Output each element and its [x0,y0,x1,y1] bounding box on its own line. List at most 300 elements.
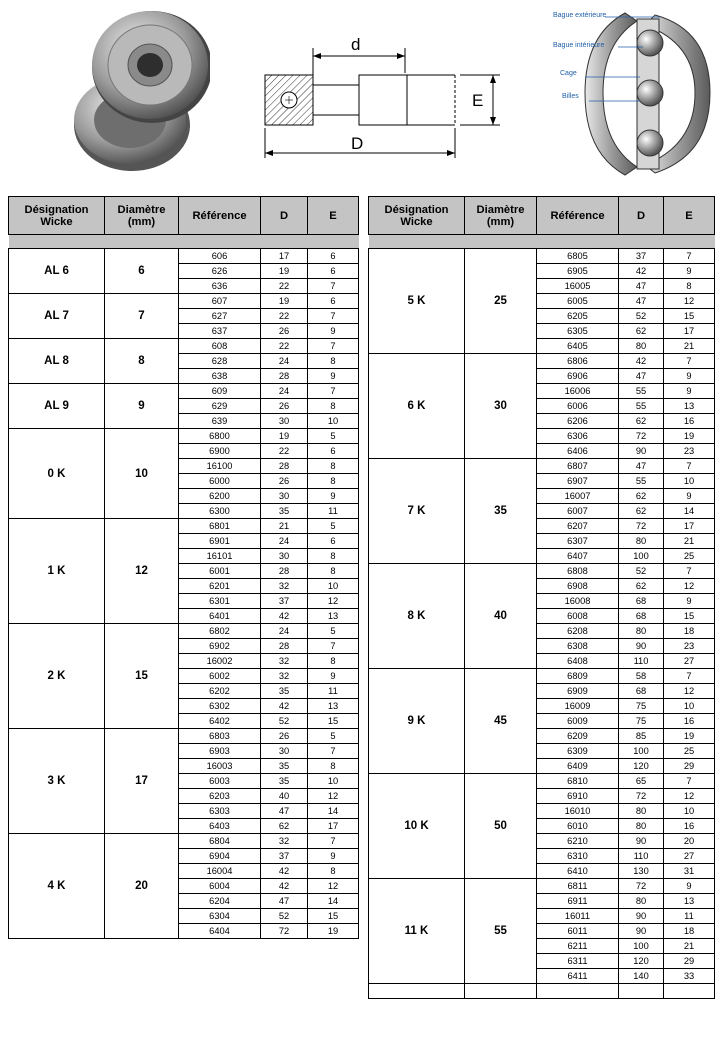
E-cell: 17 [664,519,715,534]
D-cell: 17 [261,249,308,264]
E-cell: 8 [308,864,359,879]
D-cell: 90 [619,444,664,459]
E-cell: 12 [664,684,715,699]
designation-cell: 1 K [9,519,105,624]
E-cell: 9 [664,594,715,609]
reference-cell: 6008 [537,609,619,624]
D-cell: 32 [261,654,308,669]
reference-cell: 6301 [179,594,261,609]
E-cell: 10 [664,474,715,489]
E-cell: 9 [664,264,715,279]
E-cell: 11 [308,684,359,699]
D-cell: 24 [261,384,308,399]
bearing-photo [70,5,210,175]
reference-cell: 6905 [537,264,619,279]
E-cell: 13 [308,609,359,624]
E-cell: 7 [664,669,715,684]
reference-cell: 629 [179,399,261,414]
E-cell: 6 [308,249,359,264]
D-cell: 72 [261,924,308,939]
designation-cell: AL 6 [9,249,105,294]
E-cell: 8 [308,759,359,774]
designation-cell: 7 K [369,459,465,564]
D-cell: 110 [619,849,664,864]
diametre-cell: 55 [465,879,537,984]
D-cell: 26 [261,474,308,489]
reference-cell: 6909 [537,684,619,699]
E-cell: 9 [664,369,715,384]
table-row [9,249,359,264]
D-cell: 52 [619,564,664,579]
D-cell: 90 [619,834,664,849]
E-cell: 9 [308,324,359,339]
header-E: E [664,197,715,235]
reference-cell: 6206 [537,414,619,429]
D-cell: 35 [261,759,308,774]
E-cell: 12 [308,594,359,609]
E-cell: 19 [664,429,715,444]
E-cell: 29 [664,954,715,969]
D-cell: 28 [261,564,308,579]
E-cell: 11 [664,909,715,924]
cutaway-label-balls: Billes [562,93,579,100]
E-cell: 5 [308,729,359,744]
D-cell: 30 [261,489,308,504]
D-cell: 19 [261,429,308,444]
reference-cell: 6808 [537,564,619,579]
D-cell: 62 [619,504,664,519]
E-cell: 20 [664,834,715,849]
E-cell: 12 [664,294,715,309]
D-cell: 52 [261,714,308,729]
D-cell: 32 [261,579,308,594]
E-cell: 10 [664,699,715,714]
reference-cell: 6903 [179,744,261,759]
table-row [9,429,359,444]
designation-cell: 11 K [369,879,465,984]
reference-cell: 6809 [537,669,619,684]
D-cell: 42 [261,879,308,894]
E-cell: 7 [664,564,715,579]
header-gap [9,235,359,249]
reference-cell: 6810 [537,774,619,789]
reference-cell: 6900 [179,444,261,459]
header-diametre: Diamètre (mm) [465,197,537,235]
reference-cell: 6904 [179,849,261,864]
D-cell: 22 [261,339,308,354]
table-row [369,564,715,579]
D-cell: 28 [261,459,308,474]
designation-cell: 2 K [9,624,105,729]
E-cell: 7 [308,309,359,324]
E-cell: 5 [308,429,359,444]
E-cell: 10 [308,414,359,429]
D-cell: 80 [619,624,664,639]
header-designation: Désignation Wicke [369,197,465,235]
E-cell: 19 [308,924,359,939]
reference-cell: 16010 [537,804,619,819]
reference-cell: 6203 [179,789,261,804]
reference-cell: 626 [179,264,261,279]
reference-cell: 6806 [537,354,619,369]
reference-cell: 6305 [537,324,619,339]
D-cell: 47 [261,894,308,909]
diametre-cell: 7 [105,294,179,339]
D-cell: 80 [619,894,664,909]
E-cell: 7 [308,339,359,354]
header-illustrations [0,0,722,190]
reference-cell: 6803 [179,729,261,744]
E-cell: 23 [664,639,715,654]
D-cell: 22 [261,444,308,459]
D-cell: 62 [261,819,308,834]
D-cell: 21 [261,519,308,534]
diametre-cell: 40 [465,564,537,669]
E-cell: 15 [664,309,715,324]
D-cell: 47 [619,459,664,474]
E-cell: 21 [664,939,715,954]
E-cell: 12 [664,579,715,594]
designation-cell: 3 K [9,729,105,834]
D-cell: 42 [261,699,308,714]
designation-cell: 9 K [369,669,465,774]
reference-cell: 6310 [537,849,619,864]
E-cell: 15 [308,909,359,924]
D-cell: 42 [619,354,664,369]
D-cell: 62 [619,414,664,429]
D-cell: 26 [261,324,308,339]
header-reference: Référence [179,197,261,235]
reference-cell: 16005 [537,279,619,294]
reference-cell: 6309 [537,744,619,759]
D-cell: 35 [261,504,308,519]
D-cell: 110 [619,654,664,669]
diametre-cell: 9 [105,384,179,429]
designation-cell: 10 K [369,774,465,879]
reference-cell: 6411 [537,969,619,984]
reference-cell: 6906 [537,369,619,384]
reference-cell: 6210 [537,834,619,849]
dimension-label-D: D [351,134,364,153]
D-cell: 32 [261,669,308,684]
E-cell: 9 [664,879,715,894]
reference-cell: 639 [179,414,261,429]
E-cell: 8 [664,279,715,294]
E-cell: 14 [664,504,715,519]
header-gap [369,235,715,249]
D-cell: 55 [619,384,664,399]
table-row [9,384,359,399]
D-cell: 42 [261,609,308,624]
D-cell: 100 [619,939,664,954]
diametre-cell: 15 [105,624,179,729]
D-cell: 35 [261,684,308,699]
diametre-cell: 45 [465,669,537,774]
D-cell: 72 [619,789,664,804]
D-cell: 32 [261,834,308,849]
reference-cell: 16003 [179,759,261,774]
D-cell: 68 [619,609,664,624]
D-cell: 62 [619,324,664,339]
D-cell: 37 [619,249,664,264]
E-cell: 31 [664,864,715,879]
designation-cell: 0 K [9,429,105,519]
reference-cell: 6300 [179,504,261,519]
reference-cell: 6303 [179,804,261,819]
reference-cell: 637 [179,324,261,339]
designation-cell: AL 7 [9,294,105,339]
E-cell: 12 [308,789,359,804]
E-cell: 12 [308,879,359,894]
E-cell: 5 [308,519,359,534]
D-cell: 130 [619,864,664,879]
E-cell: 9 [308,849,359,864]
D-cell: 90 [619,924,664,939]
E-cell: 13 [664,399,715,414]
E-cell: 7 [664,459,715,474]
D-cell: 19 [261,294,308,309]
E-cell: 27 [664,654,715,669]
D-cell: 90 [619,909,664,924]
E-cell: 21 [664,339,715,354]
reference-cell: 6209 [537,729,619,744]
E-cell: 14 [308,894,359,909]
header-diametre: Diamètre (mm) [105,197,179,235]
reference-cell: 6009 [537,714,619,729]
E-cell: 8 [308,564,359,579]
reference-cell: 6011 [537,924,619,939]
reference-cell: 6208 [537,624,619,639]
D-cell: 55 [619,474,664,489]
reference-cell: 6901 [179,534,261,549]
D-cell: 80 [619,339,664,354]
reference-cell: 16006 [537,384,619,399]
reference-cell: 6002 [179,669,261,684]
designation-cell: 5 K [369,249,465,354]
E-cell: 14 [308,804,359,819]
reference-cell: 6000 [179,474,261,489]
cutaway-label-cage: Cage [560,70,577,77]
reference-cell: 608 [179,339,261,354]
reference-cell: 627 [179,309,261,324]
table-header-row [369,197,715,235]
table-trailing-blank [369,984,715,999]
cutaway-label-outer-ring: Bague extérieure [553,12,607,19]
D-cell: 30 [261,549,308,564]
E-cell: 9 [308,669,359,684]
reference-cell: 6306 [537,429,619,444]
E-cell: 16 [664,819,715,834]
E-cell: 10 [308,579,359,594]
reference-cell: 6409 [537,759,619,774]
E-cell: 5 [308,624,359,639]
E-cell: 12 [664,789,715,804]
E-cell: 8 [308,459,359,474]
D-cell: 62 [619,489,664,504]
E-cell: 29 [664,759,715,774]
reference-cell: 6801 [179,519,261,534]
E-cell: 25 [664,549,715,564]
D-cell: 26 [261,729,308,744]
D-cell: 58 [619,669,664,684]
reference-cell: 607 [179,294,261,309]
reference-cell: 16011 [537,909,619,924]
designation-cell: AL 9 [9,384,105,429]
D-cell: 37 [261,849,308,864]
designation-cell: 4 K [9,834,105,939]
E-cell: 16 [664,714,715,729]
E-cell: 8 [308,354,359,369]
reference-cell: 6902 [179,639,261,654]
reference-cell: 606 [179,249,261,264]
reference-cell: 6805 [537,249,619,264]
D-cell: 72 [619,429,664,444]
table-row [369,669,715,684]
reference-cell: 609 [179,384,261,399]
D-cell: 68 [619,684,664,699]
dimension-label-E: E [472,91,484,110]
reference-cell: 6201 [179,579,261,594]
D-cell: 22 [261,279,308,294]
E-cell: 11 [308,504,359,519]
D-cell: 19 [261,264,308,279]
E-cell: 17 [664,324,715,339]
D-cell: 30 [261,414,308,429]
D-cell: 47 [619,279,664,294]
E-cell: 13 [308,699,359,714]
D-cell: 120 [619,954,664,969]
E-cell: 6 [308,534,359,549]
table-row [9,729,359,744]
D-cell: 120 [619,759,664,774]
reference-cell: 6311 [537,954,619,969]
D-cell: 65 [619,774,664,789]
E-cell: 10 [308,774,359,789]
reference-cell: 6308 [537,639,619,654]
E-cell: 7 [664,774,715,789]
reference-cell: 16100 [179,459,261,474]
D-cell: 75 [619,699,664,714]
E-cell: 17 [308,819,359,834]
reference-cell: 6401 [179,609,261,624]
D-cell: 85 [619,729,664,744]
E-cell: 9 [308,369,359,384]
diametre-cell: 17 [105,729,179,834]
bearing-table-left [8,196,359,939]
D-cell: 80 [619,804,664,819]
E-cell: 18 [664,624,715,639]
E-cell: 18 [664,924,715,939]
reference-cell: 6200 [179,489,261,504]
table-row [369,459,715,474]
D-cell: 35 [261,774,308,789]
E-cell: 13 [664,894,715,909]
table-row [369,879,715,894]
reference-cell: 16007 [537,489,619,504]
table-row [9,339,359,354]
E-cell: 7 [308,279,359,294]
reference-cell: 636 [179,279,261,294]
reference-cell: 16008 [537,594,619,609]
E-cell: 7 [664,249,715,264]
E-cell: 9 [664,489,715,504]
D-cell: 90 [619,639,664,654]
E-cell: 21 [664,534,715,549]
reference-cell: 6908 [537,579,619,594]
E-cell: 10 [664,804,715,819]
E-cell: 8 [308,399,359,414]
E-cell: 7 [664,354,715,369]
dimension-label-d: d [351,35,361,54]
reference-cell: 16101 [179,549,261,564]
D-cell: 100 [619,744,664,759]
header-D: D [619,197,664,235]
reference-cell: 6910 [537,789,619,804]
E-cell: 15 [664,609,715,624]
reference-cell: 6307 [537,534,619,549]
D-cell: 62 [619,579,664,594]
reference-cell: 16009 [537,699,619,714]
reference-cell: 6007 [537,504,619,519]
table-row [369,249,715,264]
table-row [9,624,359,639]
reference-cell: 6005 [537,294,619,309]
E-cell: 6 [308,294,359,309]
D-cell: 28 [261,369,308,384]
D-cell: 75 [619,714,664,729]
reference-cell: 6911 [537,894,619,909]
table-row [9,519,359,534]
reference-cell: 638 [179,369,261,384]
reference-cell: 6811 [537,879,619,894]
D-cell: 68 [619,594,664,609]
D-cell: 24 [261,624,308,639]
reference-cell: 6006 [537,399,619,414]
reference-cell: 6207 [537,519,619,534]
D-cell: 26 [261,399,308,414]
reference-cell: 6807 [537,459,619,474]
D-cell: 140 [619,969,664,984]
E-cell: 8 [308,474,359,489]
reference-cell: 6405 [537,339,619,354]
D-cell: 28 [261,639,308,654]
E-cell: 19 [664,729,715,744]
reference-cell: 6001 [179,564,261,579]
designation-cell: AL 8 [9,339,105,384]
reference-cell: 6302 [179,699,261,714]
reference-cell: 6211 [537,939,619,954]
E-cell: 6 [308,444,359,459]
table-header-row [9,197,359,235]
diametre-cell: 20 [105,834,179,939]
D-cell: 37 [261,594,308,609]
table-row [9,294,359,309]
reference-cell: 6907 [537,474,619,489]
reference-cell: 6304 [179,909,261,924]
D-cell: 40 [261,789,308,804]
reference-cell: 16004 [179,864,261,879]
designation-cell: 8 K [369,564,465,669]
table-row [369,774,715,789]
reference-cell: 628 [179,354,261,369]
diametre-cell: 25 [465,249,537,354]
E-cell: 33 [664,969,715,984]
reference-cell: 6410 [537,864,619,879]
diametre-cell: 35 [465,459,537,564]
reference-cell: 6804 [179,834,261,849]
reference-cell: 6205 [537,309,619,324]
D-cell: 24 [261,354,308,369]
